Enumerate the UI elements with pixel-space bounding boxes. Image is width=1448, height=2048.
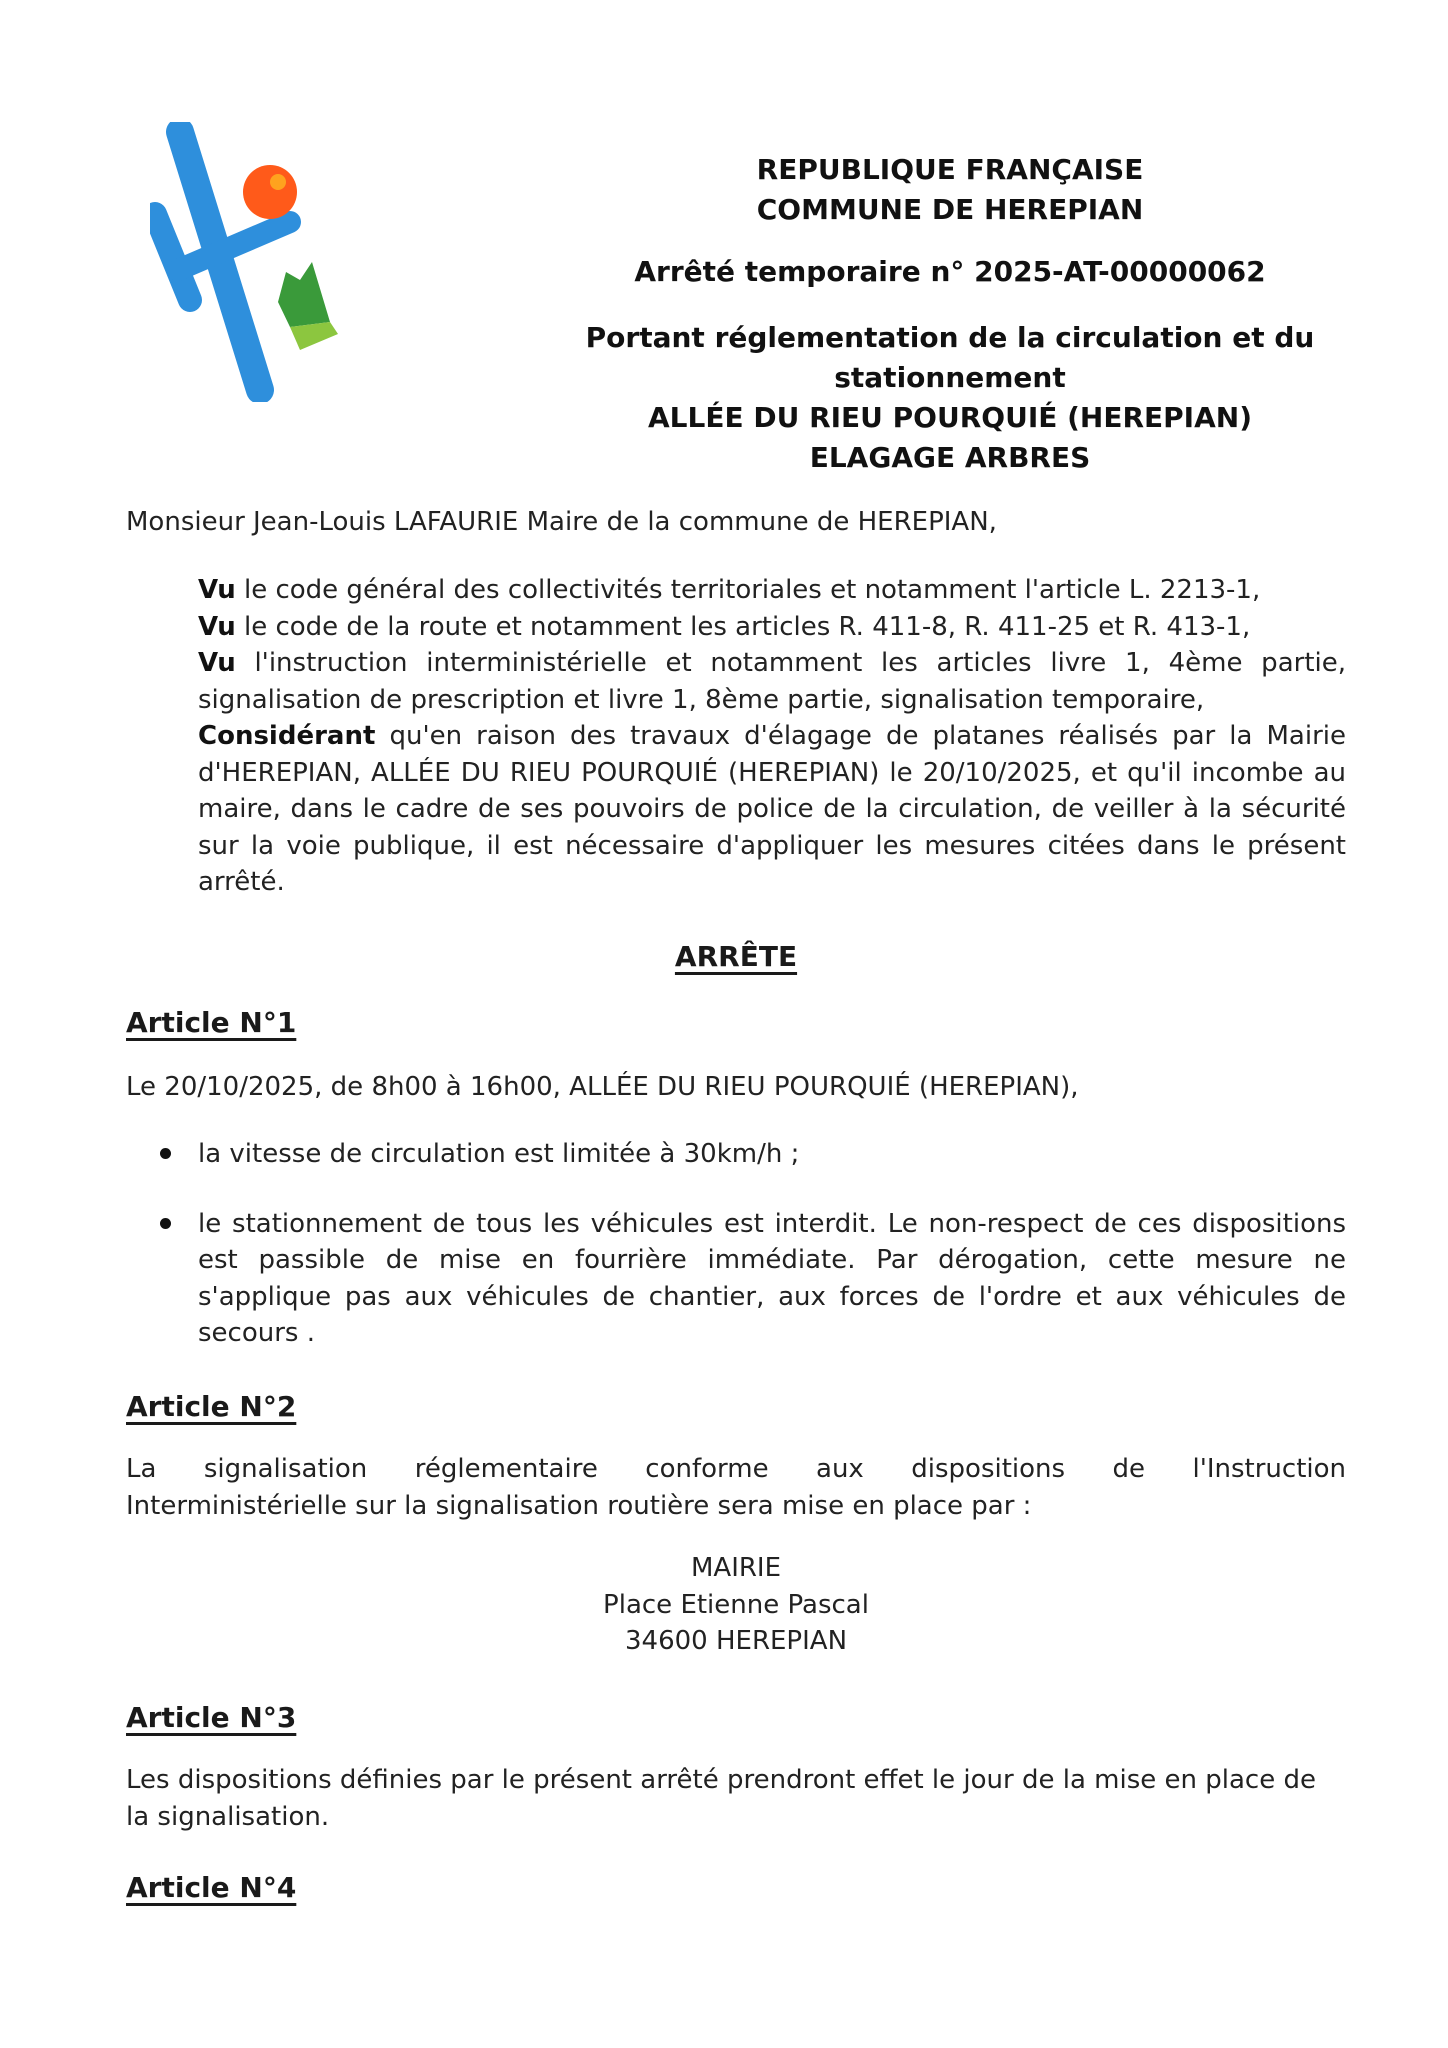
considerations-block (198, 572, 1346, 901)
article-3-text: Les dispositions définies par le présent arrêté prendront effet le jour de la mise en place de la signalisation. (126, 1765, 1316, 1832)
object-line-1: Portant réglementation de la circulation et du (585, 321, 1315, 354)
arrete-heading-text: ARRÊTE (674, 940, 798, 973)
article-2-line-1: La signalisation réglementaire conforme aux dispositions de l'Instruction (126, 1454, 1346, 1484)
address-line: Place Etienne Pascal (603, 1589, 869, 1620)
consideration-keyword: Vu (198, 648, 236, 678)
header-republic-block (480, 150, 1420, 230)
article-2-title: Article N°2 (126, 1390, 297, 1423)
bullet-text: la vitesse de circulation est limitée à 30km/h ; (198, 1139, 800, 1169)
article-2-line-2: Interministérielle sur la signalisation routière sera mise en place par : (126, 1490, 1032, 1521)
arrete-number: Arrêté temporaire n° 2025-AT-00000062 (634, 255, 1266, 288)
arrete-object (480, 318, 1420, 478)
article-2-text (126, 1451, 1346, 1524)
consideration-item (198, 718, 1346, 901)
consideration-keyword: Considérant (198, 721, 376, 751)
consideration-text: qu'en raison des travaux d'élagage de platanes réalisés par la Mairie d'HEREPIAN, ALLÉE DU RIEU POURQUIÉ (HEREPIAN) le 20/10/2025, et qu'il incombe au maire, dans le cadre de ses pouvoirs de police de la circulation, de veiller à la sécurité sur la voie publique, il est nécessaire d'appliquer les mesures citées dans le présent arrêté. (198, 721, 1346, 897)
consideration-item (198, 572, 1346, 609)
address-line: 34600 HEREPIAN (624, 1626, 848, 1656)
article-4-title: Article N°4 (126, 1871, 297, 1904)
arrete-heading (126, 937, 1346, 977)
commune-logo-icon (150, 122, 350, 402)
object-line-3: ALLÉE DU RIEU POURQUIÉ (HEREPIAN) (647, 401, 1252, 434)
list-item (126, 1206, 1346, 1352)
article-3-title: Article N°3 (126, 1701, 297, 1734)
bullet-text: le stationnement de tous les véhicules est interdit. Le non-respect de ces dispositions est passible de mise en fourrière immédiate. Par dérogation, cette mesure ne s'applique pas aux véhicules de chantier, aux forces de l'ordre et aux véhicules de secours . (198, 1208, 1346, 1348)
article-1-bullets (126, 1136, 1346, 1385)
mairie-address (126, 1550, 1346, 1660)
address-line: MAIRIE (690, 1553, 782, 1583)
consideration-keyword: Vu (198, 611, 236, 642)
header-republic: REPUBLIQUE FRANÇAISE (756, 153, 1144, 186)
bullet-icon (160, 1148, 171, 1159)
bullet-icon (160, 1218, 171, 1229)
consideration-text: l'instruction interministérielle et notamment les articles livre 1, 4ème partie, signalisation de prescription et livre 1, 8ème partie, signalisation temporaire, (198, 648, 1346, 715)
article-1-title: Article N°1 (126, 1006, 297, 1039)
consideration-text: le code général des collectivités territoriales et notamment l'article L. 2213-1, (235, 575, 1261, 605)
consideration-text: le code de la route et notamment les articles R. 411-8, R. 411-25 et R. 413-1, (235, 611, 1251, 642)
object-line-4: ELAGAGE ARBRES (809, 441, 1091, 474)
object-line-2: stationnement (834, 361, 1066, 394)
mayor-intro: Monsieur Jean-Louis LAFAURIE Maire de la commune de HEREPIAN, (126, 507, 997, 537)
article-1-text: Le 20/10/2025, de 8h00 à 16h00, ALLÉE DU RIEU POURQUIÉ (HEREPIAN), (126, 1072, 1079, 1102)
consideration-item (198, 645, 1346, 718)
consideration-item (198, 609, 1346, 646)
header-commune: COMMUNE DE HEREPIAN (756, 193, 1144, 226)
consideration-keyword: Vu (198, 575, 236, 605)
list-item (126, 1136, 1346, 1173)
